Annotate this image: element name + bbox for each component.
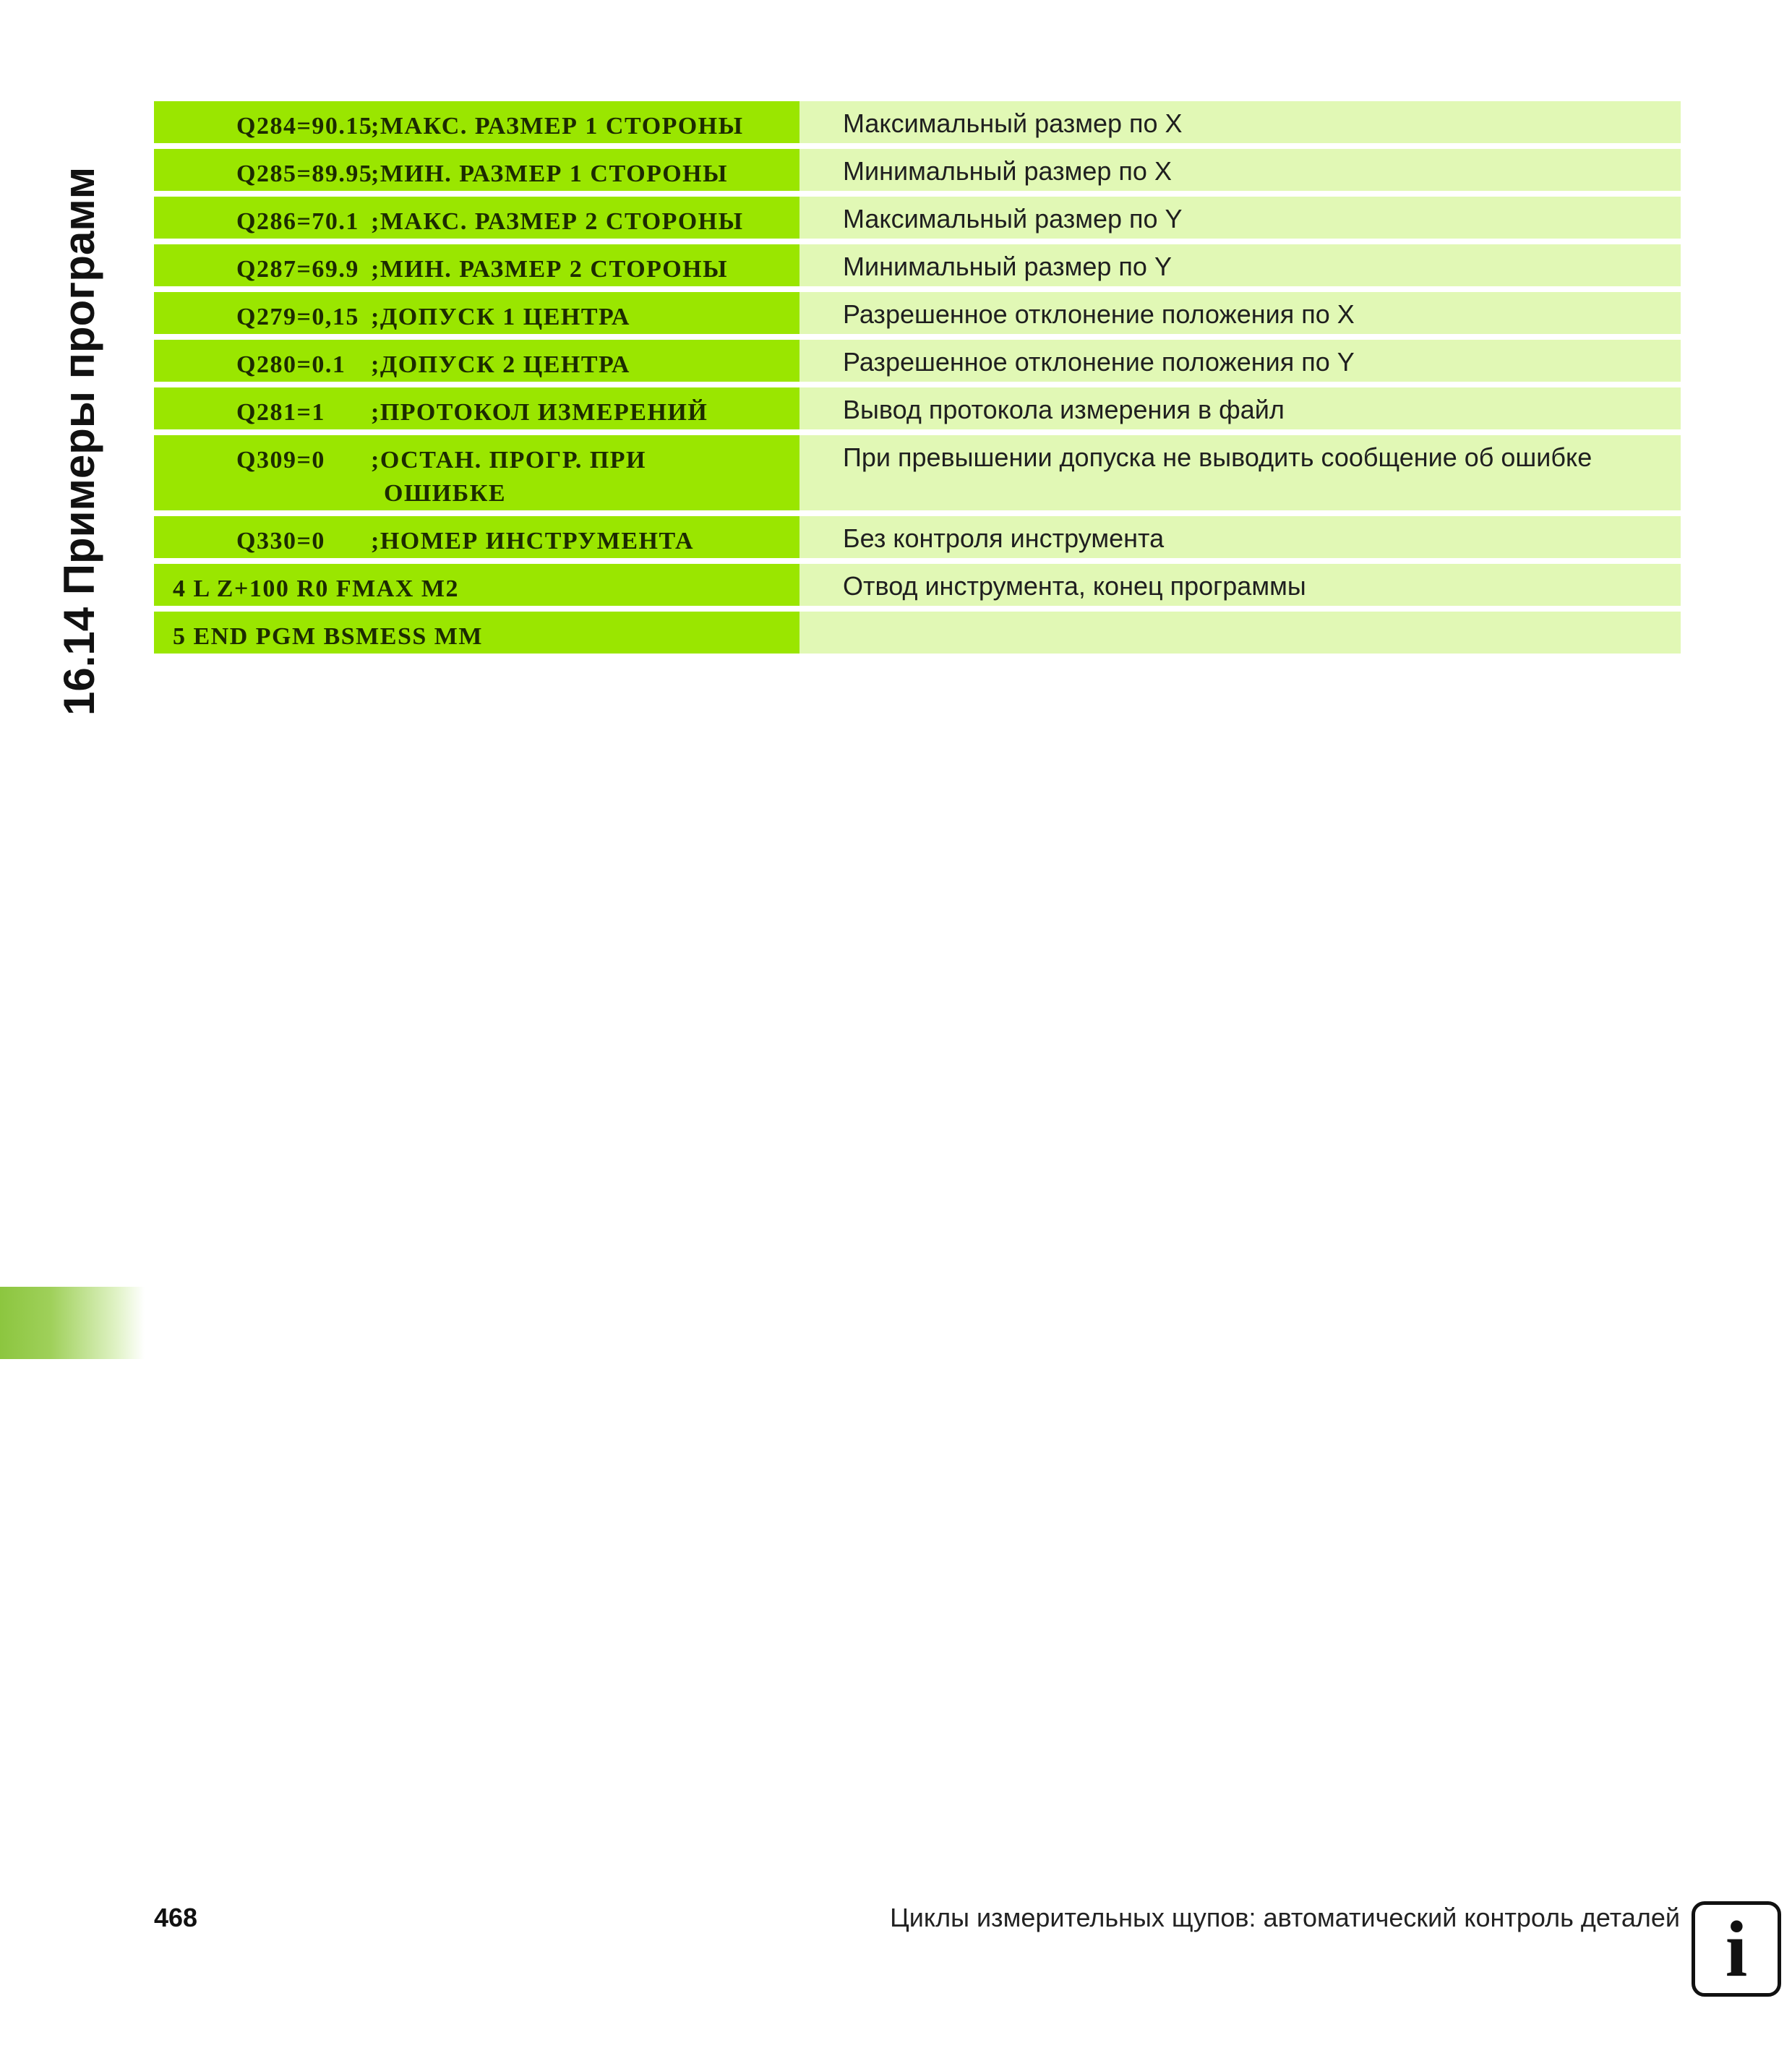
param-value: Q285=89.95 <box>236 160 373 187</box>
table-row <box>154 387 1681 435</box>
info-icon-glyph: i <box>1725 1905 1748 1993</box>
table-row <box>154 292 1681 340</box>
table-row <box>154 435 1681 516</box>
description-cell: Минимальный размер по X <box>799 149 1681 197</box>
description-cell: Вывод протокола измерения в файл <box>799 387 1681 435</box>
param-value: Q309=0 <box>236 447 325 474</box>
program-code-cell <box>154 564 799 612</box>
param-comment <box>371 348 645 382</box>
param-comment <box>371 301 645 334</box>
description-cell <box>799 612 1681 659</box>
param-name: ;ДОПУСК 1 ЦЕНТРА <box>371 304 630 330</box>
program-code-cell <box>154 435 799 516</box>
param-value: Q284=90.15 <box>236 113 373 140</box>
description-cell: Минимальный размер по Y <box>799 244 1681 292</box>
param-value: Q287=69.9 <box>236 256 359 283</box>
param-name: ;МИН. РАЗМЕР 1 СТОРОНЫ <box>371 160 728 187</box>
param-name: ;МАКС. РАЗМЕР 1 СТОРОНЫ <box>371 113 744 140</box>
table-row <box>154 197 1681 244</box>
program-code-cell <box>154 340 799 387</box>
param-value: Q280=0.1 <box>236 351 346 378</box>
param-value: Q330=0 <box>236 528 325 554</box>
param-name: ;ДОПУСК 2 ЦЕНТРА <box>371 351 630 378</box>
section-title: 16.14 Примеры программ <box>55 166 103 716</box>
info-icon <box>1692 1901 1781 1997</box>
table-row <box>154 149 1681 197</box>
param-comment <box>371 158 742 191</box>
description-cell: Максимальный размер по X <box>799 101 1681 149</box>
param-value: Q286=70.1 <box>236 208 359 235</box>
chapter-tab <box>0 1287 145 1359</box>
table-row <box>154 101 1681 149</box>
program-code-cell <box>154 516 799 564</box>
program-code-cell <box>154 197 799 244</box>
table-row <box>154 612 1681 659</box>
code-line <box>154 292 799 334</box>
code-line <box>154 516 799 558</box>
table-row <box>154 516 1681 564</box>
program-code-cell <box>154 101 799 149</box>
param-comment <box>371 396 722 429</box>
code-line: 5 END PGM BSMESS MM <box>173 623 483 650</box>
param-name: ;ПРОТОКОЛ ИЗМЕРЕНИЙ <box>371 399 708 426</box>
param-name: ;ОСТАН. ПРОГР. ПРИ <box>371 447 646 474</box>
description-cell: Без контроля инструмента <box>799 516 1681 564</box>
param-comment <box>371 444 661 510</box>
description-cell: Отвод инструмента, конец программы <box>799 564 1681 612</box>
param-name: ;МАКС. РАЗМЕР 2 СТОРОНЫ <box>371 208 744 235</box>
description-cell: Разрешенное отклонение положения по Y <box>799 340 1681 387</box>
program-code-cell <box>154 244 799 292</box>
param-comment <box>371 110 758 143</box>
program-table <box>154 101 1681 659</box>
description-cell: Разрешенное отклонение положения по X <box>799 292 1681 340</box>
program-code-cell <box>154 149 799 197</box>
code-line <box>154 435 799 510</box>
code-line <box>154 244 799 286</box>
table-row <box>154 564 1681 612</box>
code-line <box>154 387 799 429</box>
code-line <box>154 149 799 191</box>
table-row <box>154 340 1681 387</box>
description-cell: При превышении допуска не выводить сообщение об ошибке <box>799 435 1681 516</box>
param-name-continued: ОШИБКЕ <box>384 480 507 507</box>
code-line: 4 L Z+100 R0 FMAX M2 <box>173 575 459 602</box>
param-comment <box>371 205 758 239</box>
code-line <box>154 340 799 382</box>
program-code-cell <box>154 387 799 435</box>
param-name: ;МИН. РАЗМЕР 2 СТОРОНЫ <box>371 256 728 283</box>
param-name: ;НОМЕР ИНСТРУМЕНТА <box>371 528 695 554</box>
program-code-cell <box>154 612 799 659</box>
param-value: Q279=0,15 <box>236 304 359 330</box>
description-cell: Максимальный размер по Y <box>799 197 1681 244</box>
code-line <box>154 101 799 143</box>
chapter-footer-title: Циклы измерительных щупов: автоматический контроль деталей <box>890 1903 1680 1932</box>
page-number: 468 <box>154 1903 198 1932</box>
table-row <box>154 244 1681 292</box>
param-comment <box>371 253 742 286</box>
code-line <box>154 197 799 239</box>
param-comment <box>371 525 708 558</box>
param-value: Q281=1 <box>236 399 325 426</box>
program-code-cell <box>154 292 799 340</box>
